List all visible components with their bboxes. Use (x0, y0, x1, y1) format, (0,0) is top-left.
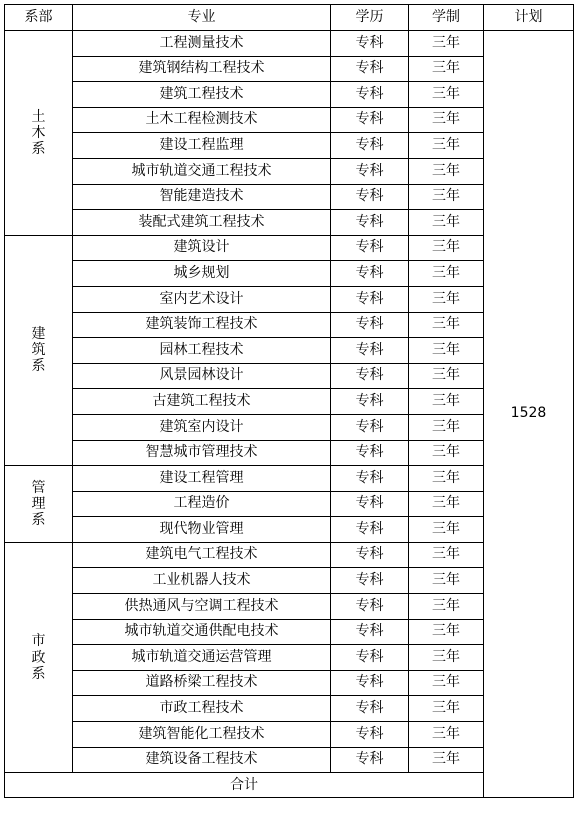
duration-cell: 三年 (409, 619, 484, 645)
duration-cell: 三年 (409, 312, 484, 338)
degree-cell: 专科 (331, 414, 409, 440)
major-name: 工业机器人技术 (73, 568, 331, 594)
duration-cell: 三年 (409, 491, 484, 517)
degree-cell: 专科 (331, 235, 409, 261)
degree-cell: 专科 (331, 389, 409, 415)
degree-cell: 专科 (331, 184, 409, 210)
major-name: 园林工程技术 (73, 338, 331, 364)
major-name: 建筑智能化工程技术 (73, 722, 331, 748)
header-plan: 计划 (484, 5, 574, 31)
duration-cell: 三年 (409, 210, 484, 236)
degree-cell: 专科 (331, 670, 409, 696)
duration-cell: 三年 (409, 670, 484, 696)
major-name: 道路桥梁工程技术 (73, 670, 331, 696)
major-name: 城市轨道交通工程技术 (73, 158, 331, 184)
degree-cell: 专科 (331, 440, 409, 466)
department-name: 土木系 (31, 108, 46, 157)
duration-cell: 三年 (409, 389, 484, 415)
department-name: 市政系 (31, 633, 46, 682)
duration-cell: 三年 (409, 158, 484, 184)
major-name: 建筑钢结构工程技术 (73, 56, 331, 82)
duration-cell: 三年 (409, 747, 484, 773)
degree-cell: 专科 (331, 31, 409, 57)
degree-cell: 专科 (331, 722, 409, 748)
department-cell (5, 31, 73, 236)
degree-cell: 专科 (331, 82, 409, 108)
major-name: 工程测量技术 (73, 31, 331, 57)
duration-cell: 三年 (409, 363, 484, 389)
duration-cell: 三年 (409, 594, 484, 620)
degree-cell: 专科 (331, 312, 409, 338)
major-name: 建设工程监理 (73, 133, 331, 159)
major-name: 建筑工程技术 (73, 82, 331, 108)
duration-cell: 三年 (409, 645, 484, 671)
degree-cell: 专科 (331, 363, 409, 389)
header-degree: 学历 (331, 5, 409, 31)
major-name: 建筑室内设计 (73, 414, 331, 440)
degree-cell: 专科 (331, 542, 409, 568)
major-name: 供热通风与空调工程技术 (73, 594, 331, 620)
degree-cell: 专科 (331, 594, 409, 620)
department-name: 建筑系 (31, 326, 46, 375)
major-name: 风景园林设计 (73, 363, 331, 389)
major-name: 城市轨道交通运营管理 (73, 645, 331, 671)
table-row (5, 31, 574, 57)
degree-cell: 专科 (331, 338, 409, 364)
degree-cell: 专科 (331, 133, 409, 159)
major-name: 城市轨道交通供配电技术 (73, 619, 331, 645)
duration-cell: 三年 (409, 261, 484, 287)
degree-cell: 专科 (331, 517, 409, 543)
plan-total-cell: 1528 (484, 31, 574, 798)
duration-cell: 三年 (409, 133, 484, 159)
header-major: 专业 (73, 5, 331, 31)
duration-cell: 三年 (409, 56, 484, 82)
major-name: 室内艺术设计 (73, 286, 331, 312)
degree-cell: 专科 (331, 261, 409, 287)
major-name: 建筑装饰工程技术 (73, 312, 331, 338)
duration-cell: 三年 (409, 542, 484, 568)
major-name: 现代物业管理 (73, 517, 331, 543)
major-name: 古建筑工程技术 (73, 389, 331, 415)
duration-cell: 三年 (409, 184, 484, 210)
enrollment-plan-table (4, 4, 574, 798)
duration-cell: 三年 (409, 82, 484, 108)
major-name: 智慧城市管理技术 (73, 440, 331, 466)
duration-cell: 三年 (409, 286, 484, 312)
degree-cell: 专科 (331, 107, 409, 133)
major-name: 市政工程技术 (73, 696, 331, 722)
major-name: 建筑电气工程技术 (73, 542, 331, 568)
duration-cell: 三年 (409, 466, 484, 492)
duration-cell: 三年 (409, 107, 484, 133)
major-name: 土木工程检测技术 (73, 107, 331, 133)
degree-cell: 专科 (331, 747, 409, 773)
degree-cell: 专科 (331, 466, 409, 492)
degree-cell: 专科 (331, 645, 409, 671)
header-duration: 学制 (409, 5, 484, 31)
duration-cell: 三年 (409, 440, 484, 466)
department-cell (5, 542, 73, 772)
major-name: 建筑设备工程技术 (73, 747, 331, 773)
duration-cell: 三年 (409, 722, 484, 748)
total-label: 合计 (5, 773, 484, 798)
duration-cell: 三年 (409, 235, 484, 261)
duration-cell: 三年 (409, 414, 484, 440)
major-name: 城乡规划 (73, 261, 331, 287)
degree-cell: 专科 (331, 568, 409, 594)
degree-cell: 专科 (331, 491, 409, 517)
duration-cell: 三年 (409, 568, 484, 594)
major-name: 装配式建筑工程技术 (73, 210, 331, 236)
duration-cell: 三年 (409, 338, 484, 364)
degree-cell: 专科 (331, 286, 409, 312)
duration-cell: 三年 (409, 696, 484, 722)
degree-cell: 专科 (331, 158, 409, 184)
degree-cell: 专科 (331, 56, 409, 82)
major-name: 建设工程管理 (73, 466, 331, 492)
degree-cell: 专科 (331, 619, 409, 645)
major-name: 智能建造技术 (73, 184, 331, 210)
department-name: 管理系 (31, 479, 46, 529)
department-cell (5, 466, 73, 543)
header-row (5, 5, 574, 31)
table-body (5, 31, 574, 798)
department-cell (5, 235, 73, 465)
duration-cell: 三年 (409, 517, 484, 543)
header-dept: 系部 (5, 5, 73, 31)
duration-cell: 三年 (409, 31, 484, 57)
major-name: 建筑设计 (73, 235, 331, 261)
major-name: 工程造价 (73, 491, 331, 517)
degree-cell: 专科 (331, 210, 409, 236)
degree-cell: 专科 (331, 696, 409, 722)
